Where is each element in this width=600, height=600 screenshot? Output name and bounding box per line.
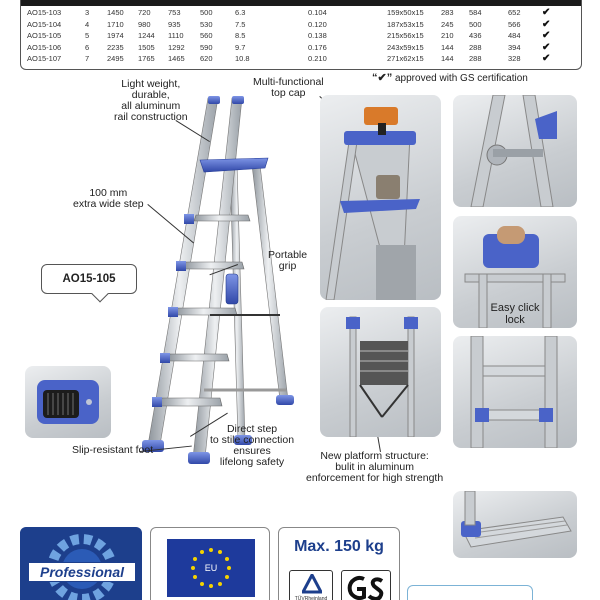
spec-table-cell: 0.138	[308, 31, 327, 40]
top-cap-with-drill-icon	[320, 95, 441, 300]
spec-table-cell: 1505	[138, 42, 155, 52]
spec-table-cell: 1244	[138, 31, 155, 40]
spec-table-row	[21, 43, 581, 53]
professional-badge	[20, 527, 142, 600]
step-photo	[453, 491, 577, 558]
gs-approved-check: ✔	[542, 7, 551, 18]
spec-table-cell: 2495	[107, 54, 124, 63]
spec-table-cell: 0.210	[308, 54, 327, 63]
top-cap-photo	[320, 95, 441, 300]
spec-table-cell: AO15-104	[27, 19, 62, 29]
callout-platform: New platform structure: bulit in aluminum enforcement for high strength	[306, 450, 444, 484]
tuv-logo: TÜVRheinland	[289, 570, 333, 600]
spec-table-cell: 245	[441, 19, 454, 29]
spec-table-cell: 187x53x15	[387, 19, 424, 29]
spec-table-cell: 500	[469, 19, 482, 29]
spec-table-cell: 652	[508, 8, 521, 17]
spec-table-cell: 9.7	[235, 42, 246, 52]
gs-approved-check: ✔	[542, 30, 551, 41]
hinge-bracket-icon	[453, 95, 577, 207]
spec-table-cell: 10.8	[235, 54, 250, 63]
gs-mark-icon	[341, 570, 391, 600]
spec-table-cell: 1450	[107, 8, 124, 17]
spec-table-cell: 8.5	[235, 31, 246, 40]
model-tag: AO15-105	[41, 264, 137, 294]
callout-wide-step: 100 mm extra wide step	[73, 187, 144, 210]
spec-table-cell: 584	[469, 8, 482, 17]
spec-table-cell: 1465	[168, 54, 185, 63]
spec-table-cell: 720	[138, 8, 151, 17]
spec-table-cell: 753	[168, 8, 181, 17]
spec-table-cell: 6	[85, 42, 90, 52]
spec-table	[20, 0, 582, 70]
spec-table-cell: 436	[469, 31, 482, 40]
spec-table-cell: 530	[200, 19, 213, 29]
spec-table-cell: 144	[441, 54, 454, 63]
spec-table-cell: AO15-105	[27, 31, 62, 40]
platform-photo	[320, 307, 441, 437]
eu-badge	[150, 527, 270, 600]
callout-direct-step: Direct step to stile connection ensures lifelong safety	[210, 423, 295, 468]
spec-table-cell: 7.5	[235, 19, 246, 29]
spec-table-cell: 0.120	[308, 19, 327, 29]
spec-table-cell: 590	[200, 42, 213, 52]
rail-step-icon	[453, 336, 577, 448]
spec-table-cell: 394	[508, 42, 521, 52]
max-load-badge	[278, 527, 400, 600]
callout-click-lock: Easy click lock	[490, 302, 540, 326]
max-load-label: Max. 150 kg	[294, 538, 384, 555]
spec-table-cell: 328	[508, 54, 521, 63]
spec-table-cell: 1710	[107, 19, 124, 29]
info-badge	[407, 585, 533, 600]
eu-label: EU	[204, 563, 218, 573]
spec-table-cell: AO15-103	[27, 8, 62, 17]
gs-note-text: approved with GS certification	[392, 73, 528, 84]
spec-table-cell: 2235	[107, 42, 124, 52]
spec-table-cell: 283	[441, 8, 454, 17]
spec-table-row	[21, 20, 581, 30]
callout-rail: Light weight, durable, all aluminum rail construction	[114, 78, 188, 123]
spec-table-cell: AO15-107	[27, 54, 62, 63]
gs-approval-note	[372, 71, 528, 84]
spec-table-cell: 6.3	[235, 8, 246, 17]
platform-structure-icon	[320, 307, 441, 437]
rubber-foot-icon	[25, 366, 111, 438]
spec-table-cell: 1110	[168, 31, 184, 40]
spec-table-cell: 0.176	[308, 42, 327, 52]
spec-table-cell: 7	[85, 54, 90, 63]
gs-approved-check: ✔	[542, 53, 551, 64]
professional-label: Professional	[28, 562, 136, 582]
spec-table-cell: 1765	[138, 54, 155, 63]
spec-table-cell: 1974	[107, 31, 124, 40]
gs-approved-check: ✔	[542, 18, 551, 30]
gs-approved-check: ✔	[542, 41, 551, 53]
callout-foot: Slip-resistant foot	[72, 444, 154, 456]
spec-table-row	[21, 54, 581, 64]
spec-table-cell: AO15-106	[27, 42, 62, 52]
spec-table-cell: 935	[168, 19, 181, 29]
hinge-photo	[453, 95, 577, 207]
callout-top-cap: Multi-functional top cap	[253, 76, 324, 99]
spec-table-cell: 620	[200, 54, 213, 63]
spec-table-cell: 144	[441, 42, 454, 52]
tread-step-icon	[453, 491, 577, 558]
spec-table-cell: 560	[200, 31, 213, 40]
spec-table-cell: 566	[508, 19, 521, 29]
spec-table-cell: 288	[469, 54, 482, 63]
spec-table-cell: 500	[200, 8, 213, 17]
spec-table-cell: 210	[441, 31, 454, 40]
spec-table-cell: 0.104	[308, 8, 327, 17]
spec-table-cell: 4	[85, 19, 90, 29]
spec-table-cell: 159x50x15	[387, 8, 424, 17]
foot-photo	[25, 366, 111, 438]
spec-table-cell: 484	[508, 31, 521, 40]
spec-table-cell: 288	[469, 42, 482, 52]
spec-table-cell: 215x56x15	[387, 31, 424, 40]
spec-table-cell: 3	[85, 8, 90, 17]
spec-table-cell: 271x62x15	[387, 54, 424, 63]
spec-table-cell: 980	[138, 19, 151, 29]
grip-photo	[453, 216, 577, 328]
spec-table-row	[21, 31, 581, 41]
spec-table-cell: 5	[85, 31, 90, 40]
spec-table-cell: 1292	[168, 42, 185, 52]
gs-check-mark: “✔”	[372, 72, 393, 84]
callout-grip: Portable grip	[268, 249, 308, 272]
spec-table-cell: 243x59x15	[387, 42, 424, 52]
eu-flag-icon	[167, 539, 255, 597]
spec-table-header	[21, 0, 581, 6]
spec-table-row	[21, 8, 581, 18]
rail-photo	[453, 336, 577, 448]
